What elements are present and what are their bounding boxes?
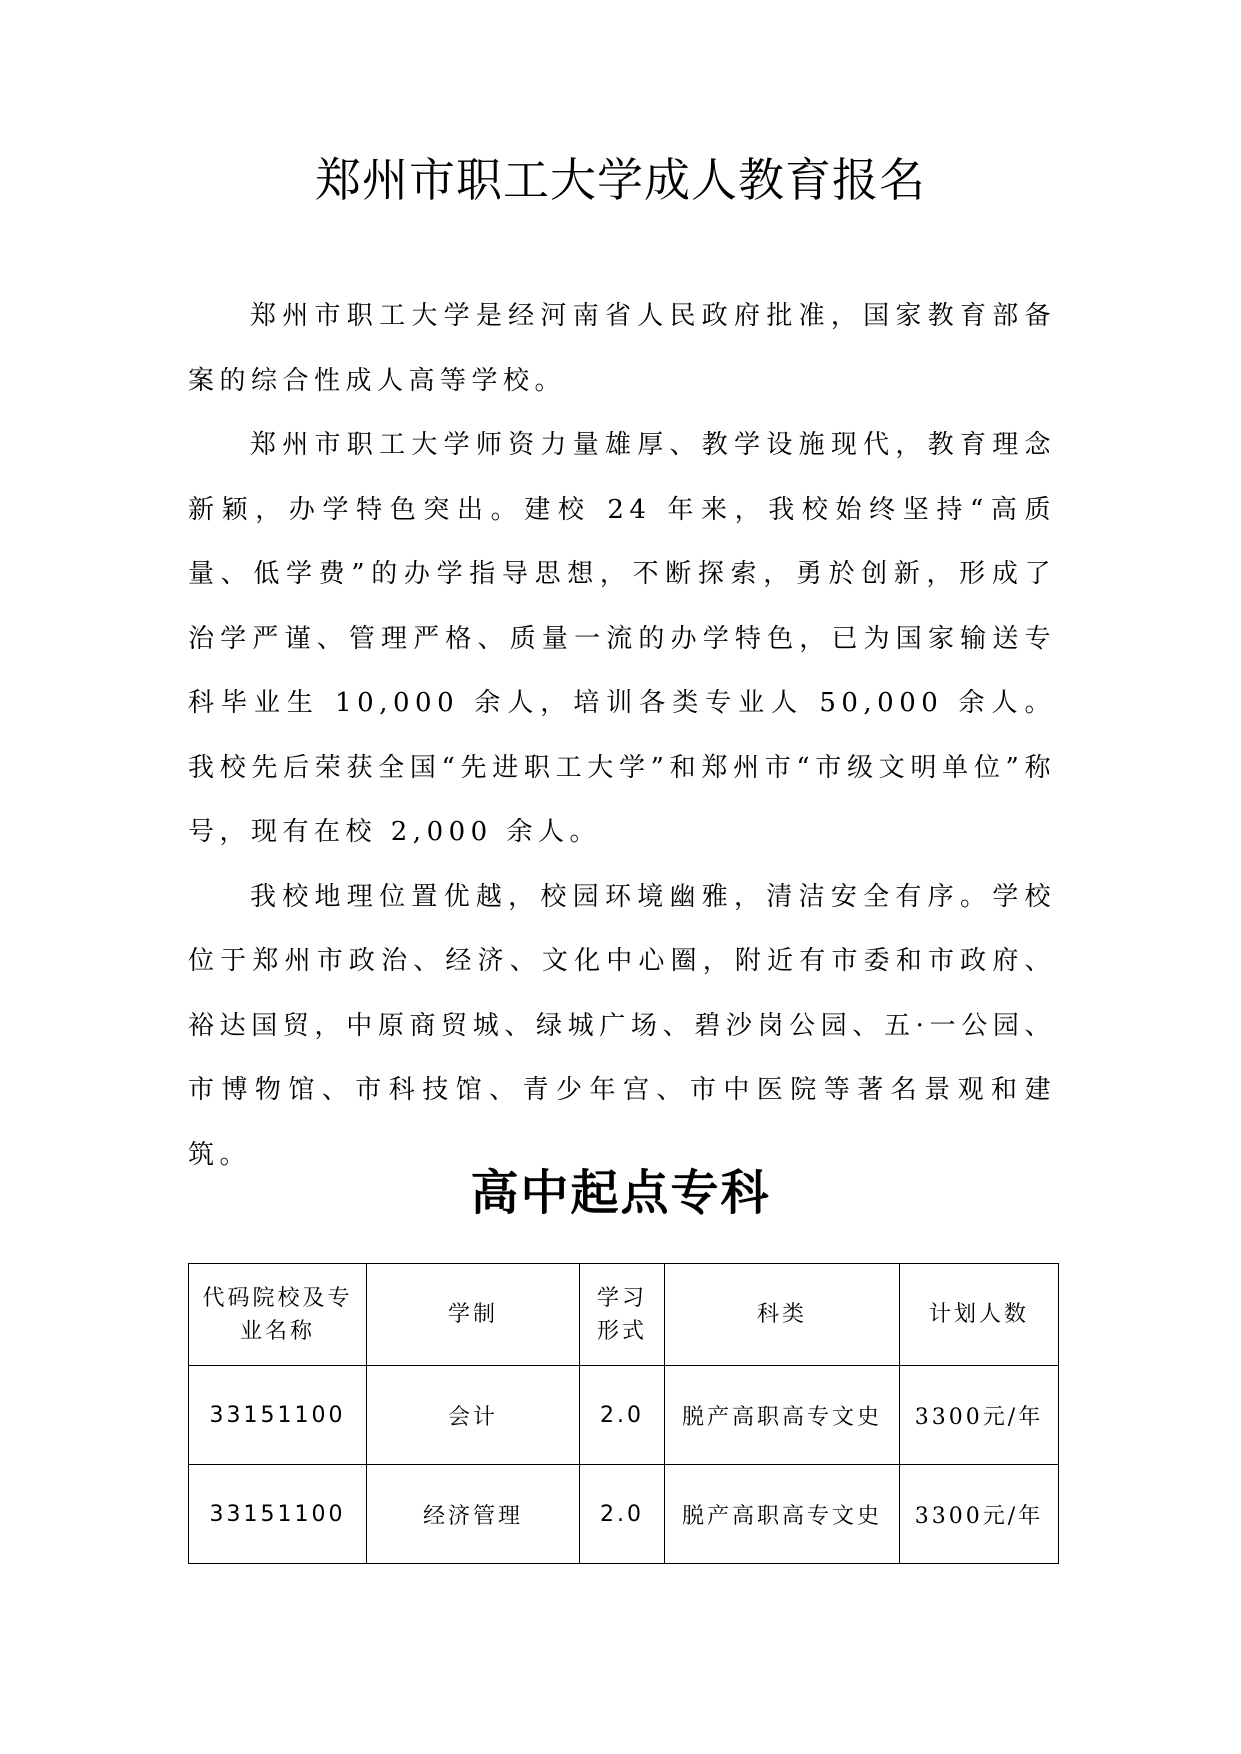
section-title: 高中起点专科 [470, 1165, 771, 1221]
table-header-row [189, 1264, 1059, 1366]
header-code-program-label: 代码院校及专业名称 [202, 1285, 353, 1344]
header-plan-count: 计划人数 [900, 1264, 1059, 1366]
paragraph-intro: 郑州市职工大学是经河南省人民政府批准，国家教育部备案的综合性成人高等学校。 [188, 301, 1056, 396]
paragraph-location: 我校地理位置优越，校园环境幽雅，清洁安全有序。学校位于郑州市政治、经济、文化中心圈，附近有市委和市政府、裕达国贸，中原商贸城、绿城广场、碧沙岗公园、五·一公园、市博物馆、市科技馆、青少年宫、市中医院等著名景观和建筑。 [188, 881, 1056, 1170]
cell-fee: 3300元/年 [900, 1366, 1059, 1465]
cell-code: 33151100 [189, 1366, 367, 1465]
header-category: 科类 [665, 1264, 900, 1366]
programs-table [188, 1263, 1059, 1564]
document-title: 郑州市职工大学成人教育报名 [315, 153, 926, 207]
header-code-program [189, 1264, 367, 1366]
table-row [189, 1465, 1059, 1564]
body-text [188, 284, 1056, 1187]
table-row [189, 1366, 1059, 1465]
cell-major: 会计 [367, 1366, 580, 1465]
cell-code: 33151100 [189, 1465, 367, 1564]
cell-category: 脱产高职高专文史 [665, 1465, 900, 1564]
cell-duration: 2.0 [580, 1366, 665, 1465]
cell-major: 经济管理 [367, 1465, 580, 1564]
header-duration: 学制 [367, 1264, 580, 1366]
header-study-mode-label: 学习形式 [596, 1285, 647, 1344]
cell-category: 脱产高职高专文史 [665, 1366, 900, 1465]
cell-duration: 2.0 [580, 1465, 665, 1564]
header-study-mode [580, 1264, 665, 1366]
cell-fee: 3300元/年 [900, 1465, 1059, 1564]
paragraph-faculty: 郑州市职工大学师资力量雄厚、教学设施现代，教育理念新颖，办学特色突出。建校 24 年来，我校始终坚持“高质量、低学费”的办学指导思想，不断探索，勇於创新，形成了治学严谨、管理严格、质量一流的办学特色，已为国家输送专科毕业生 10,000 余人，培训各类专业人 50,000 余人。我校先后荣获全国“先进职工大学”和郑州市“市级文明单位”称号，现有在校 2,000 余人。 [188, 430, 1056, 847]
